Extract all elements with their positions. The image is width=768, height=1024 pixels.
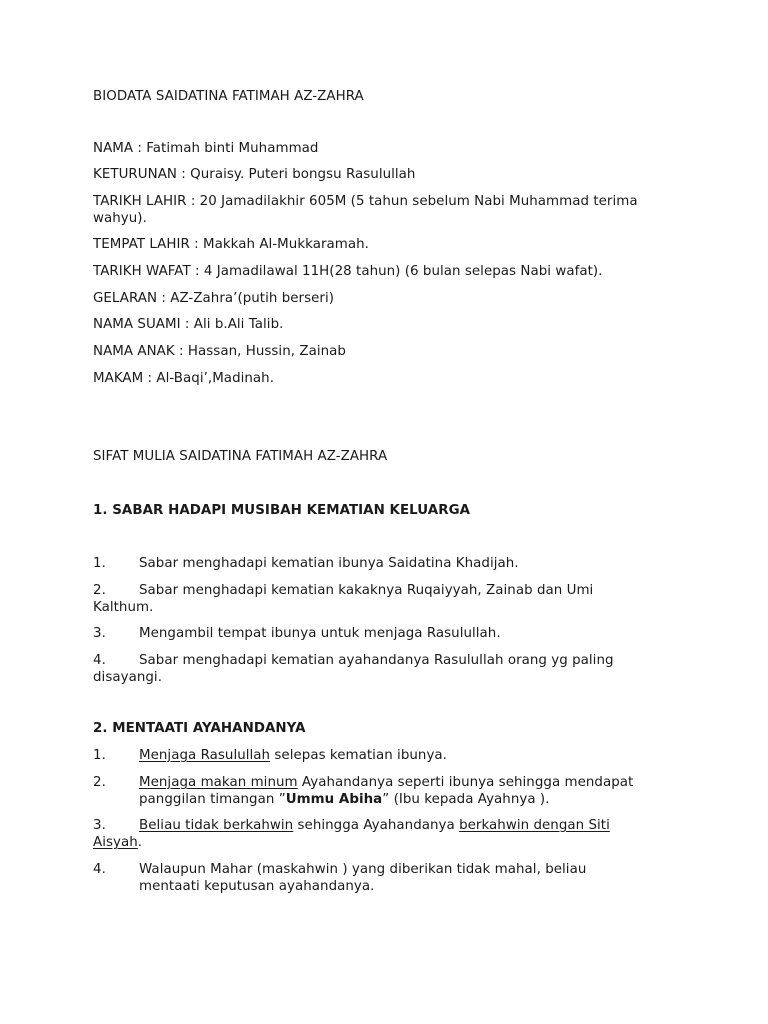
item-text: Sabar menghadapi kematian ayahandanya Rasulullah orang yg paling (139, 653, 614, 668)
underlined-text: berkahwin dengan Siti (459, 818, 610, 833)
bold-text: Ummu Abiha (285, 792, 383, 807)
section2-item-3 (93, 817, 610, 834)
item-number: 3. (93, 626, 106, 641)
section1-item-2 (93, 582, 593, 599)
biodata-nama-anak: NAMA ANAK : Hassan, Hussin, Zainab (93, 344, 346, 359)
underlined-text: Menjaga Rasulullah (139, 748, 271, 763)
underlined-text: Aisyah (93, 835, 138, 850)
item-number: 4. (93, 862, 106, 877)
item-text: selepas kematian ibunya. (270, 748, 447, 763)
biodata-tarikh-lahir: TARIKH LAHIR : 20 Jamadilakhir 605M (5 tahun sebelum Nabi Muhammad terima (93, 194, 638, 209)
section2-item-2-cont (139, 791, 550, 808)
item-text: Mengambil tempat ibunya untuk menjaga Rasulullah. (139, 626, 501, 641)
section1-item-4-cont: disayangi. (93, 670, 162, 685)
section1-item-3 (93, 625, 501, 642)
item-number: 1. (93, 556, 106, 571)
item-text: ” (Ibu kepada Ayahnya ). (382, 792, 550, 807)
section2-item-2 (93, 774, 633, 791)
biodata-nama-suami: NAMA SUAMI : Ali b.Ali Talib. (93, 317, 284, 332)
biodata-tarikh-lahir-cont: wahyu). (93, 211, 147, 226)
item-text: Walaupun Mahar (maskahwin ) yang diberikan tidak mahal, beliau (139, 862, 587, 877)
biodata-keturunan: KETURUNAN : Quraisy. Puteri bongsu Rasulullah (93, 167, 416, 182)
sifat-title: SIFAT MULIA SAIDATINA FATIMAH AZ-ZAHRA (93, 449, 388, 464)
biodata-makam: MAKAM : Al-Baqi’,Madinah. (93, 371, 275, 386)
section2-heading: 2. MENTAATI AYAHANDANYA (93, 721, 306, 736)
section2-item-1 (93, 747, 447, 764)
underlined-text: Beliau tidak berkahwin (139, 818, 294, 833)
item-text: sehingga Ayahandanya (293, 818, 460, 833)
item-number: 4. (93, 653, 106, 668)
biodata-tarikh-wafat: TARIKH WAFAT : 4 Jamadilawal 11H(28 tahun) (6 bulan selepas Nabi wafat). (93, 264, 603, 279)
section2-item-4-cont: mentaati keputusan ayahandanya. (139, 879, 375, 894)
section1-item-4 (93, 652, 614, 669)
item-text: Sabar menghadapi kematian ibunya Saidatina Khadijah. (139, 556, 519, 571)
document-title: BIODATA SAIDATINA FATIMAH AZ-ZAHRA (93, 89, 364, 104)
item-number: 2. (93, 583, 106, 598)
section1-item-2-cont: Kalthum. (93, 600, 154, 615)
item-number: 1. (93, 748, 106, 763)
item-number: 2. (93, 775, 106, 790)
section1-item-1 (93, 555, 519, 572)
underlined-text: Menjaga makan minum (139, 775, 298, 790)
biodata-tempat-lahir: TEMPAT LAHIR : Makkah Al-Mukkaramah. (93, 237, 369, 252)
item-text: . (137, 835, 143, 850)
item-text: Ayahandanya seperti ibunya sehingga mendapat (297, 775, 634, 790)
section1-heading: 1. SABAR HADAPI MUSIBAH KEMATIAN KELUARGA (93, 503, 471, 518)
item-text: Sabar menghadapi kematian kakaknya Ruqaiyyah, Zainab dan Umi (139, 583, 594, 598)
biodata-gelaran: GELARAN : AZ-Zahra’(putih berseri) (93, 291, 335, 306)
section2-item-3-cont (93, 834, 142, 851)
item-text: panggilan timangan ” (139, 792, 286, 807)
section2-item-4 (93, 861, 586, 878)
item-number: 3. (93, 818, 106, 833)
biodata-nama: NAMA : Fatimah binti Muhammad (93, 141, 319, 156)
